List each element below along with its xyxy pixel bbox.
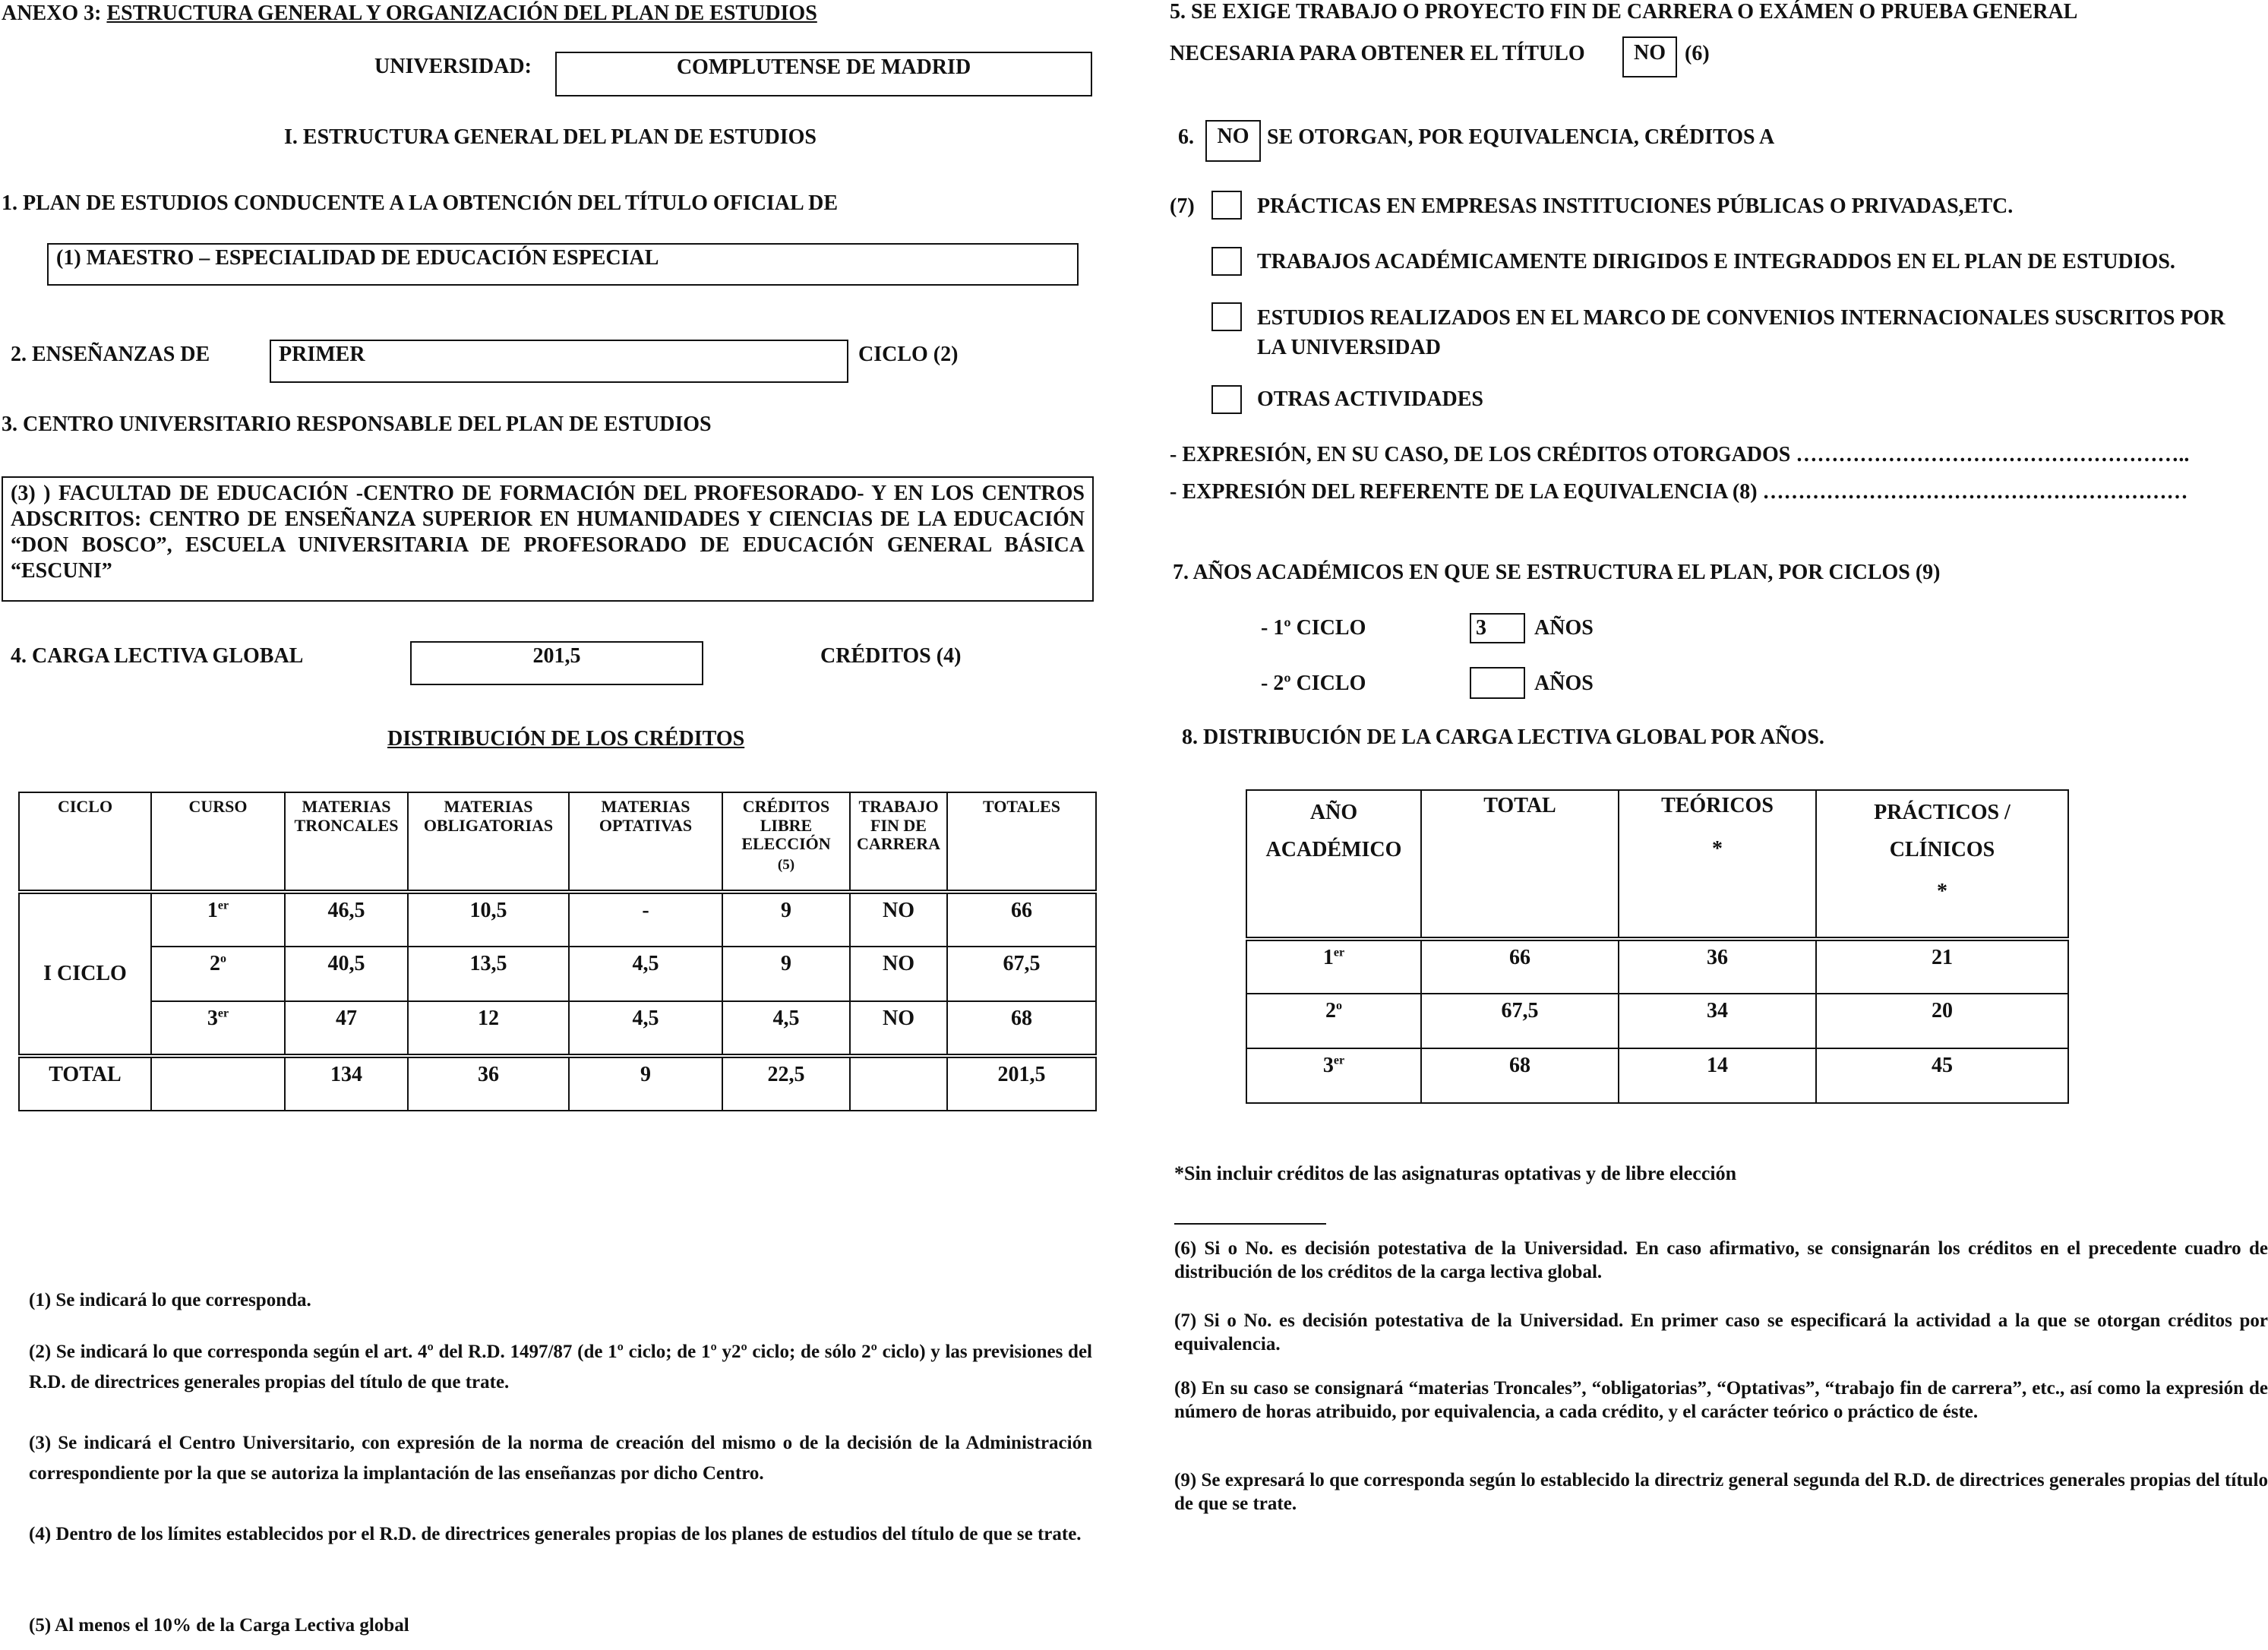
ensenanzas-value: PRIMER <box>279 343 365 366</box>
question-2-label: 2. ENSEÑANZAS DE <box>11 343 210 366</box>
curso-value: 1 <box>207 899 218 922</box>
option-convenios-checkbox[interactable] <box>1211 302 1242 331</box>
optativas-cell: 4,5 <box>569 947 722 1001</box>
total-row <box>19 1056 1096 1111</box>
option-trabajos-checkbox[interactable] <box>1211 247 1242 276</box>
footnote-6: (6) Si o No. es decisión potestativa de la Universidad. En caso afirmativo, se consignarán los créditos en el precedente cuadro de distribución de los créditos de la carga lectiva global. <box>1174 1238 2268 1283</box>
footnote-5: (5) Al menos el 10% de la Carga Lectiva global <box>29 1615 409 1636</box>
footnote-separator <box>1174 1223 1326 1225</box>
table-row <box>1246 994 2068 1048</box>
years-table <box>1246 789 2069 1104</box>
ano-value: 1 <box>1322 946 1334 969</box>
trabajo-cell: NO <box>850 1001 947 1056</box>
distribution-title: DISTRIBUCIÓN DE LOS CRÉDITOS <box>387 727 745 751</box>
teoricos-cell: 36 <box>1619 939 1816 994</box>
centro-value: (3) ) FACULTAD DE EDUCACIÓN -CENTRO DE FORMACIÓN DEL PROFESORADO- Y EN LOS CENTROS ADSCRITOS: CENTRO DE ENSEÑANZA SUPERIOR EN HUMANIDADES Y CIENCIAS DE LA EDUCACIÓN “DON BOSCO”, ESCUELA UNIVERSITARIA DE PROFESORADO DE EDUCACIÓN GENERAL BÁSICA “ESCUNI” <box>11 482 1085 583</box>
universidad-field <box>555 52 1092 96</box>
option-otras-checkbox[interactable] <box>1211 385 1242 414</box>
header-total: TOTAL <box>1421 790 1619 939</box>
table-row <box>19 892 1096 947</box>
teoricos-cell: 34 <box>1619 994 1816 1048</box>
libre-cell: 9 <box>722 947 850 1001</box>
footnote-9: (9) Se expresará lo que corresponda según lo establecido la directriz general segunda del R.D. de directrices generales propias del título de que se trate. <box>1174 1470 2268 1515</box>
practicos-cell: 45 <box>1816 1048 2068 1103</box>
header-totales: TOTALES <box>947 792 1096 892</box>
total-totales: 201,5 <box>947 1056 1096 1111</box>
carga-value: 201,5 <box>532 644 581 668</box>
header-ano: AÑO ACADÉMICO <box>1246 790 1421 939</box>
option-convenios-label: ESTUDIOS REALIZADOS EN EL MARCO DE CONVENIOS INTERNACIONALES SUSCRITOS POR LA UNIVERSIDAD <box>1257 306 2225 359</box>
footnote-3: (3) Se indicará el Centro Universitario, con expresión de la norma de creación del mismo o de la decisión de la Administración correspondiente por la que se autoriza la implantación de las enseñanzas por dicho Centro. <box>29 1433 1092 1484</box>
credits-table <box>18 792 1097 1111</box>
header-optativas: MATERIAS OPTATIVAS <box>569 792 722 892</box>
footnote-8: (8) En su caso se consignará “materias Troncales”, “obligatorias”, “Optativas”, “trabajo fin de carrera”, etc., así como la expresión de número de horas atribuido, por equivalencia, a cada crédito, y el carácter teórico o práctico de éste. <box>1174 1378 2268 1423</box>
universidad-value: COMPLUTENSE DE MADRID <box>676 55 971 79</box>
curso-sup: er <box>217 1007 229 1020</box>
footnote-2: (2) Se indicará lo que corresponda según el art. 4º del R.D. 1497/87 (de 1º ciclo; de 1º y2º ciclo; de sólo 2º ciclo) y las previsiones del R.D. de directrices generales propias del título de que trate. <box>29 1342 1092 1392</box>
section-title: I. ESTRUCTURA GENERAL DEL PLAN DE ESTUDIOS <box>284 125 817 149</box>
ciclo-2-label: - 2º CICLO <box>1261 672 1366 695</box>
question-8: 8. DISTRIBUCIÓN DE LA CARGA LECTIVA GLOBAL POR AÑOS. <box>1182 725 1824 749</box>
table-row <box>1246 1048 2068 1103</box>
totales-cell: 66 <box>947 892 1096 947</box>
total-cell: 68 <box>1421 1048 1619 1103</box>
total-cell: 67,5 <box>1421 994 1619 1048</box>
header-ciclo: CICLO <box>19 792 151 892</box>
ciclo-1-anos: AÑOS <box>1534 616 1594 640</box>
header-practicos-text: PRÁCTICOS / CLÍNICOS <box>1874 801 2011 861</box>
curso-cell <box>151 947 285 1001</box>
question-7: 7. AÑOS ACADÉMICOS EN QUE SE ESTRUCTURA EL PLAN, POR CICLOS (9) <box>1173 561 1941 584</box>
header-curso: CURSO <box>151 792 285 892</box>
ano-sup: er <box>1333 1054 1345 1067</box>
curso-cell <box>151 892 285 947</box>
ano-cell <box>1246 994 1421 1048</box>
titulo-value: (1) MAESTRO – ESPECIALIDAD DE EDUCACIÓN ESPECIAL <box>56 246 659 270</box>
option-trabajos-label: TRABAJOS ACADÉMICAMENTE DIRIGIDOS E INTEGRADDOS EN EL PLAN DE ESTUDIOS. <box>1257 250 2175 273</box>
obligatorias-cell: 13,5 <box>408 947 569 1001</box>
ano-cell <box>1246 1048 1421 1103</box>
expresion-referente: - EXPRESIÓN DEL REFERENTE DE LA EQUIVALENCIA (8) …………………………………………………… <box>1170 480 2188 504</box>
troncales-cell: 46,5 <box>285 892 408 947</box>
footnote-4: (4) Dentro de los límites establecidos por el R.D. de directrices generales propias de los planes de estudios del título de que se trate. <box>29 1524 1082 1544</box>
question-4-label: 4. CARGA LECTIVA GLOBAL <box>11 644 304 668</box>
ensenanzas-field <box>270 340 848 383</box>
optativas-cell: 4,5 <box>569 1001 722 1056</box>
ano-value: 3 <box>1322 1054 1334 1077</box>
obligatorias-cell: 12 <box>408 1001 569 1056</box>
practicos-cell: 21 <box>1816 939 2068 994</box>
ano-cell <box>1246 939 1421 994</box>
equivalencia-value: NO <box>1217 125 1249 148</box>
header-obligatorias: MATERIAS OBLIGATORIAS <box>408 792 569 892</box>
table-row <box>1246 939 2068 994</box>
question-5-line2: NECESARIA PARA OBTENER EL TÍTULO <box>1170 42 1585 65</box>
universidad-label: UNIVERSIDAD: <box>374 55 532 78</box>
header-troncales: MATERIAS TRONCALES <box>285 792 408 892</box>
header-libre-eleccion-note: (5) <box>777 856 795 873</box>
total-optativas: 9 <box>569 1056 722 1111</box>
optativas-cell: - <box>569 892 722 947</box>
total-cell: 66 <box>1421 939 1619 994</box>
ciclo-1-field <box>1470 613 1525 643</box>
libre-cell: 9 <box>722 892 850 947</box>
titulo-exam-field <box>1622 36 1677 77</box>
header-teoricos-text: TEÓRICOS <box>1661 794 1774 817</box>
annex-label: ANEXO 3: <box>2 2 107 25</box>
option-practicas-label: PRÁCTICAS EN EMPRESAS INSTITUCIONES PÚBLICAS O PRIVADAS,ETC. <box>1257 194 2014 218</box>
header-trabajo: TRABAJO FIN DE CARRERA <box>850 792 947 892</box>
question-2-suffix: CICLO (2) <box>858 343 959 366</box>
annex-title: ESTRUCTURA GENERAL Y ORGANIZACIÓN DEL PLAN DE ESTUDIOS <box>106 2 817 25</box>
trabajo-cell: NO <box>850 892 947 947</box>
question-6-note: (7) <box>1170 194 1195 218</box>
ano-sup: er <box>1333 946 1345 959</box>
table-row <box>19 1001 1096 1056</box>
expresion-creditos: - EXPRESIÓN, EN SU CASO, DE LOS CRÉDITOS OTORGADOS ……………………………………………….. <box>1170 443 2190 466</box>
curso-sup: er <box>217 899 229 912</box>
totales-cell: 67,5 <box>947 947 1096 1001</box>
option-practicas-checkbox[interactable] <box>1211 191 1242 220</box>
curso-sup: o <box>220 952 226 966</box>
trabajo-cell: NO <box>850 947 947 1001</box>
total-label: TOTAL <box>19 1056 151 1111</box>
question-3: 3. CENTRO UNIVERSITARIO RESPONSABLE DEL PLAN DE ESTUDIOS <box>2 412 712 436</box>
ciclo-2-anos: AÑOS <box>1534 672 1594 695</box>
ciclo-1-value: 3 <box>1476 616 1486 640</box>
ano-value: 2 <box>1325 999 1336 1023</box>
header-practicos-star: * <box>1937 880 1947 903</box>
obligatorias-cell: 10,5 <box>408 892 569 947</box>
question-5-line1: 5. SE EXIGE TRABAJO O PROYECTO FIN DE CARRERA O EXÁMEN O PRUEBA GENERAL <box>1170 0 2078 24</box>
titulo-field <box>47 243 1079 286</box>
question-5-note: (6) <box>1685 42 1710 65</box>
ciclo-1-label: - 1º CICLO <box>1261 616 1366 640</box>
header-libre-eleccion <box>722 792 850 892</box>
star-note: *Sin incluir créditos de las asignaturas optativas y de libre elección <box>1174 1162 1737 1184</box>
troncales-cell: 47 <box>285 1001 408 1056</box>
curso-value: 2 <box>210 952 220 975</box>
equivalencia-field <box>1205 120 1261 162</box>
titulo-exam-value: NO <box>1634 41 1666 65</box>
curso-value: 3 <box>207 1007 218 1030</box>
totales-cell: 68 <box>947 1001 1096 1056</box>
curso-cell <box>151 1001 285 1056</box>
teoricos-cell: 14 <box>1619 1048 1816 1103</box>
question-6-number: 6. <box>1178 125 1194 149</box>
question-6-text: SE OTORGAN, POR EQUIVALENCIA, CRÉDITOS A <box>1267 125 1775 149</box>
centro-field <box>2 476 1094 602</box>
ano-sup: o <box>1336 999 1342 1013</box>
total-curso-cell <box>151 1056 285 1111</box>
table-row <box>19 947 1096 1001</box>
libre-cell: 4,5 <box>722 1001 850 1056</box>
footnote-1: (1) Se indicará lo que corresponda. <box>29 1290 311 1310</box>
ciclo-2-field <box>1470 667 1525 699</box>
ciclo-cell: I CICLO <box>19 892 151 1056</box>
annex-heading <box>2 2 817 26</box>
header-practicos <box>1816 790 2068 939</box>
question-1: 1. PLAN DE ESTUDIOS CONDUCENTE A LA OBTENCIÓN DEL TÍTULO OFICIAL DE <box>2 191 839 215</box>
footnote-7: (7) Si o No. es decisión potestativa de la Universidad. En primer caso se especificará la actividad a la que se otorgan créditos por equivalencia. <box>1174 1310 2268 1355</box>
header-teoricos <box>1619 790 1816 939</box>
credits-header-row <box>19 792 1096 892</box>
header-teoricos-star: * <box>1712 837 1723 861</box>
question-4-suffix: CRÉDITOS (4) <box>820 644 962 668</box>
option-otras-label: OTRAS ACTIVIDADES <box>1257 387 1483 411</box>
total-obligatorias: 36 <box>408 1056 569 1111</box>
header-libre-eleccion-text: CRÉDITOS LIBRE ELECCIÓN <box>741 797 831 854</box>
years-header-row <box>1246 790 2068 939</box>
carga-field <box>410 641 703 685</box>
practicos-cell: 20 <box>1816 994 2068 1048</box>
troncales-cell: 40,5 <box>285 947 408 1001</box>
total-libre: 22,5 <box>722 1056 850 1111</box>
total-troncales: 134 <box>285 1056 408 1111</box>
total-trabajo <box>850 1056 947 1111</box>
